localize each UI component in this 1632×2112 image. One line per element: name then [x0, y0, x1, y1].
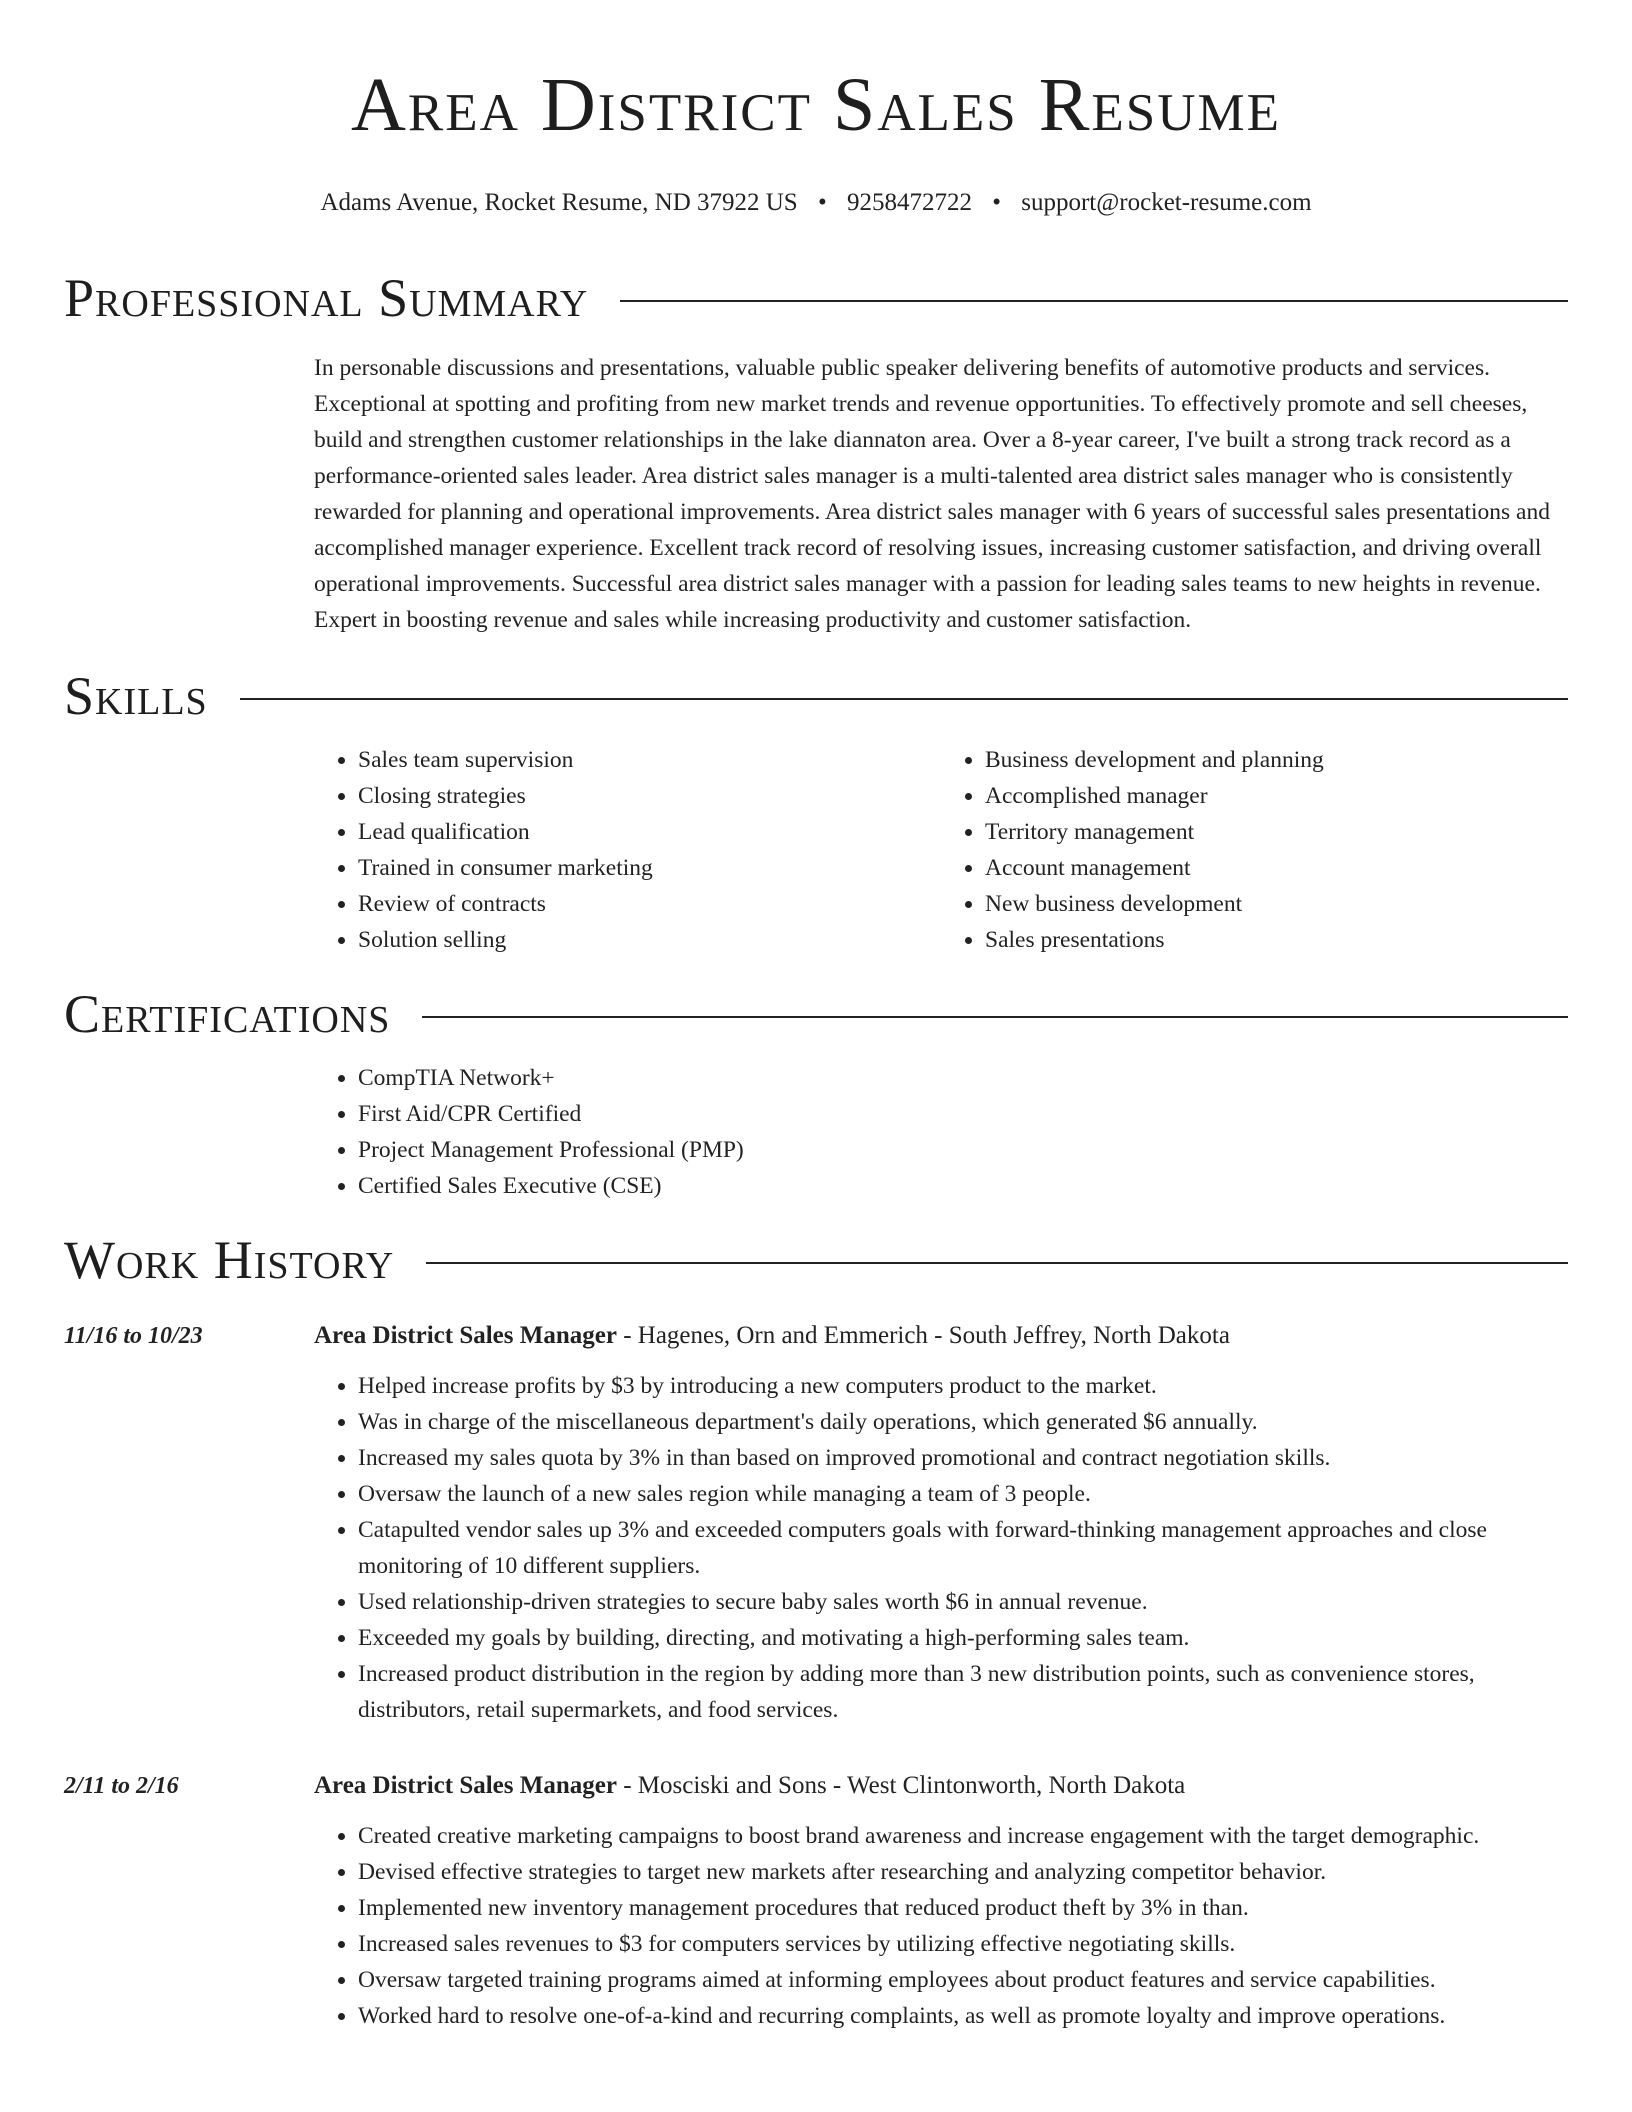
job-bullet: • Exceeded my goals by building, directing, and motivating a high-performing sales team. [358, 1620, 1568, 1656]
job-company-location: - Hagenes, Orn and Emmerich - South Jeffrey, North Dakota [616, 1322, 1230, 1349]
certifications-section-header [64, 984, 1568, 1044]
certifications-heading: Certifications [64, 984, 391, 1044]
contact-separator: • [817, 189, 827, 216]
job-bullet: • Oversaw the launch of a new sales region while managing a team of 3 people. [358, 1476, 1568, 1512]
section-divider [620, 300, 1568, 302]
contact-email: support@rocket-resume.com [1021, 189, 1312, 216]
skill-item: • Business development and planning [985, 742, 1568, 778]
job-entry [64, 1318, 1568, 1728]
job-bullet: • Oversaw targeted training programs aimed at informing employees about product features and service capabilities. [358, 1962, 1568, 1998]
job-title: Area District Sales Manager [314, 1772, 617, 1799]
skill-item: • Account management [985, 850, 1568, 886]
job-bullet: • Used relationship-driven strategies to secure baby sales worth $6 in annual revenue. [358, 1584, 1568, 1620]
contact-separator: • [992, 189, 1001, 216]
work-section-header [64, 1230, 1568, 1290]
skills-heading: Skills [64, 666, 208, 726]
job-bullet: • Increased product distribution in the region by adding more than 3 new distribution points, such as convenience stores, distributors, retail supermarkets, and food services. [358, 1656, 1568, 1728]
skill-item: • New business development [985, 886, 1568, 922]
skill-item: • Territory management [985, 814, 1568, 850]
certifications-list [314, 1060, 1568, 1204]
certifications-items [314, 1060, 1568, 1204]
job-dates: 2/11 to 2/16 [64, 1773, 179, 1799]
certification-item: • Certified Sales Executive (CSE) [358, 1168, 1568, 1204]
skill-item: • Trained in consumer marketing [358, 850, 941, 886]
job-bullet: • Helped increase profits by $3 by introducing a new computers product to the market. [358, 1368, 1568, 1404]
job-bullet: • Was in charge of the miscellaneous department's daily operations, which generated $6 annually. [358, 1404, 1568, 1440]
job-title: Area District Sales Manager [314, 1322, 617, 1349]
summary-heading: Professional Summary [64, 268, 589, 328]
section-divider [422, 1016, 1568, 1018]
skill-item: • Sales presentations [985, 922, 1568, 958]
certification-item: • First Aid/CPR Certified [358, 1096, 1568, 1132]
job-entry [64, 1768, 1568, 2034]
job-heading [314, 1768, 1568, 1804]
contact-line [64, 188, 1568, 218]
resume-title: Area District Sales Resume [350, 63, 1282, 147]
job-bullet: • Implemented new inventory management procedures that reduced product theft by 3% in than. [358, 1890, 1568, 1926]
summary-text: In personable discussions and presentations, valuable public speaker delivering benefits of automotive products and services. Exceptional at spotting and profiting from new market trends and revenue opportunities. To effectively promote and sell cheeses, build and strengthen customer relationships in the lake diannaton area. Over a 8-year career, I've built a strong track record as a performance-oriented sales leader. Area district sales manager is a multi-talented area district sales manager who is consistently rewarded for planning and operational improvements. Area district sales manager with 6 years of successful sales presentations and accomplished manager experience. Excellent track record of resolving issues, increasing customer satisfaction, and driving overall operational improvements. Successful area district sales manager with a passion for leading sales teams to new heights in revenue. Expert in boosting revenue and sales while increasing productivity and customer satisfaction. [314, 355, 1550, 633]
skill-item: • Accomplished manager [985, 778, 1568, 814]
contact-address: Adams Avenue, Rocket Resume, ND 37922 US [320, 189, 798, 216]
section-divider [426, 1262, 1568, 1264]
job-bullet: • Worked hard to resolve one-of-a-kind and recurring complaints, as well as promote loyalty and improve operations. [358, 1998, 1568, 2034]
skills-column-right [941, 742, 1568, 958]
contact-phone: 9258472722 [846, 189, 972, 216]
work-heading: Work History [64, 1230, 395, 1290]
skills-column-left [314, 742, 941, 958]
job-bullets [314, 1368, 1568, 1728]
job-details [314, 1768, 1568, 2034]
job-company-location: - Mosciski and Sons - West Clintonworth, North Dakota [616, 1772, 1186, 1799]
job-bullet: • Catapulted vendor sales up 3% and exceeded computers goals with forward-thinking management approaches and close monitoring of 10 different suppliers. [358, 1512, 1568, 1584]
skill-item: • Solution selling [358, 922, 941, 958]
job-details [314, 1318, 1568, 1728]
job-bullet: • Created creative marketing campaigns to boost brand awareness and increase engagement with the target demographic. [358, 1818, 1568, 1854]
section-divider [240, 698, 1568, 700]
job-dates: 11/16 to 10/23 [64, 1323, 203, 1349]
skill-item: • Closing strategies [358, 778, 941, 814]
skills-list [314, 742, 1568, 958]
work-history-list [64, 1318, 1568, 2034]
job-bullet: • Increased my sales quota by 3% in than based on improved promotional and contract negotiation skills. [358, 1440, 1568, 1476]
skill-item: • Lead qualification [358, 814, 941, 850]
skill-item: • Review of contracts [358, 886, 941, 922]
skills-section-header [64, 666, 1568, 726]
skill-item: • Sales team supervision [358, 742, 941, 778]
job-heading [314, 1318, 1568, 1354]
job-bullet: • Increased sales revenues to $3 for computers services by utilizing effective negotiating skills. [358, 1926, 1568, 1962]
certification-item: • Project Management Professional (PMP) [358, 1132, 1568, 1168]
summary-section-header [64, 268, 1568, 328]
job-bullets [314, 1818, 1568, 2034]
certification-item: • CompTIA Network+ [358, 1060, 1568, 1096]
job-bullet: • Devised effective strategies to target new markets after researching and analyzing competitor behavior. [358, 1854, 1568, 1890]
